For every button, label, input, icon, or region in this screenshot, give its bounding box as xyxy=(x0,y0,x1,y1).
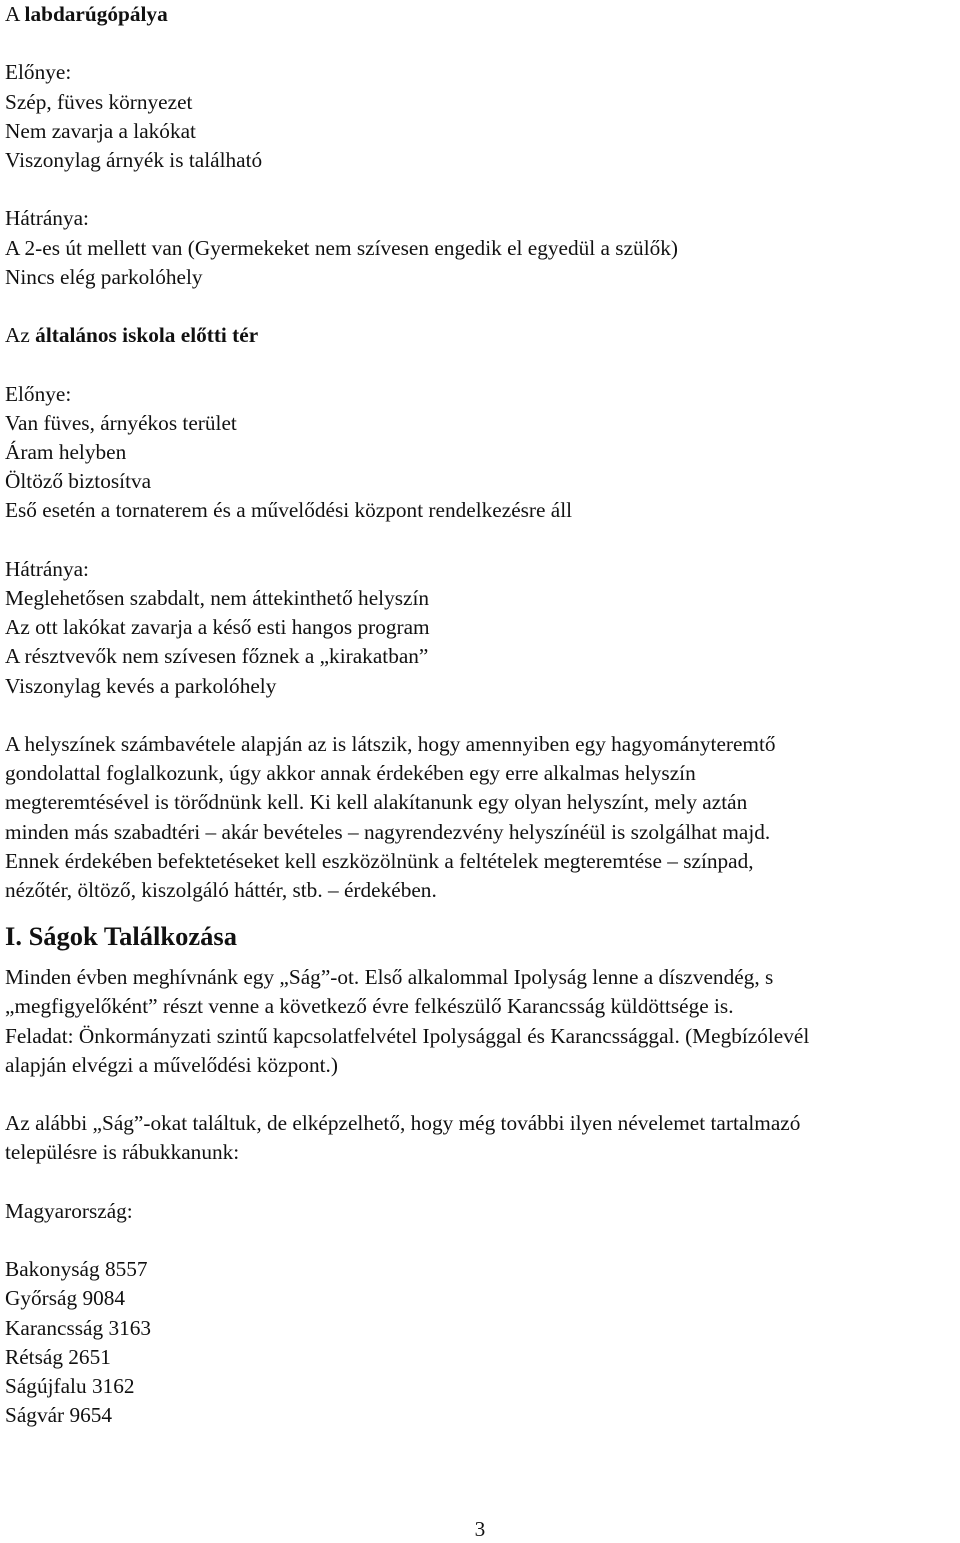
spacer xyxy=(5,175,955,204)
cons-item: A 2-es út mellett van (Gyermekeket nem szívesen engedik el egyedül a szülők) xyxy=(5,235,678,260)
cons-label: Hátránya: xyxy=(5,206,89,231)
pros-label: Előnye: xyxy=(5,60,72,85)
pros-label: Előnye: xyxy=(5,381,72,406)
section-title-prefix: A xyxy=(5,2,25,26)
sagok-paragraph-line: Minden évben meghívnánk egy „Ság”-ot. Első alkalommal Ipolyság lenne a díszvendég, s xyxy=(5,965,774,990)
cons-item: Az ott lakókat zavarja a késő esti hangos program xyxy=(5,615,430,640)
cons-item: A résztvevők nem szívesen főznek a „kirakatban” xyxy=(5,644,429,669)
spacer xyxy=(5,526,955,555)
summary-line: megteremtésével is törődnünk kell. Ki kell alakítanunk egy olyan helyszínt, mely aztán xyxy=(5,790,748,815)
summary-line: Ennek érdekében befektetéseket kell eszközölnünk a feltételek megteremtése – színpad, xyxy=(5,848,754,873)
section-title-football-field xyxy=(5,0,955,29)
section-title-school-square xyxy=(5,321,955,350)
cons-item: Nincs elég parkolóhely xyxy=(5,264,203,289)
pros-item: Áram helyben xyxy=(5,439,127,464)
pros-item: Szép, füves környezet xyxy=(5,89,193,114)
summary-line: A helyszínek számbavétele alapján az is látszik, hogy amennyiben egy hagyományteremtő xyxy=(5,731,776,756)
place-item: Karancsság 3163 xyxy=(5,1315,152,1340)
cons-label: Hátránya: xyxy=(5,556,89,581)
pros-item: Van füves, árnyékos terület xyxy=(5,410,237,435)
spacer xyxy=(5,29,955,58)
cons-item: Meglehetősen szabdalt, nem áttekinthető helyszín xyxy=(5,585,430,610)
summary-line: gondolattal foglalkozunk, úgy akkor annak érdekében egy erre alkalmas helyszín xyxy=(5,761,696,786)
place-item: Bakonyság 8557 xyxy=(5,1257,148,1282)
sagok-paragraph-line: alapján elvégzi a művelődési központ.) xyxy=(5,1052,338,1077)
sagok-paragraph-line: Feladat: Önkormányzati szintű kapcsolatfelvétel Ipolysággal és Karancssággal. (Megbízólevél xyxy=(5,1023,810,1048)
page-number: 3 xyxy=(474,1517,486,1541)
place-item: Győrság 9084 xyxy=(5,1286,126,1311)
country-label: Magyarország: xyxy=(5,1198,133,1223)
pros-item: Nem zavarja a lakókat xyxy=(5,118,196,143)
summary-line: minden más szabadtéri – akár bevételes – nagyrendezvény helyszínéül is szolgálhat majd. xyxy=(5,819,771,844)
section-title-bold: általános iskola előtti tér xyxy=(35,323,259,348)
spacer xyxy=(5,1226,955,1255)
place-item: Ságújfalu 3162 xyxy=(5,1374,135,1398)
place-item: Rétság 2651 xyxy=(5,1344,111,1369)
pros-item: Viszonylag árnyék is található xyxy=(5,148,263,172)
sagok-paragraph-line: településre is rábukkanunk: xyxy=(5,1140,240,1165)
section-title-prefix: Az xyxy=(5,323,36,348)
place-item: Ságvár 9654 xyxy=(5,1403,113,1428)
summary-line: nézőtér, öltöző, kiszolgáló háttér, stb. – érdekében. xyxy=(5,878,437,902)
sagok-paragraph-line: Az alábbi „Ság”-okat találtuk, de elképzelhető, hogy még további ilyen névelemet tartalmazó xyxy=(5,1111,801,1136)
cons-item: Viszonylag kevés a parkolóhely xyxy=(5,673,277,698)
spacer xyxy=(5,350,955,379)
heading-sagok-talalkozasa: I. Ságok Találkozása xyxy=(5,921,237,952)
pros-item: Eső esetén a tornaterem és a művelődési központ rendelkezésre áll xyxy=(5,498,573,523)
document-page xyxy=(5,0,955,1430)
pros-item: Öltöző biztosítva xyxy=(5,469,152,494)
sagok-paragraph-line: „megfigyelőként” részt venne a következő évre felkészülő Karancsság küldöttsége is. xyxy=(5,994,734,1019)
spacer xyxy=(5,1168,955,1197)
spacer xyxy=(5,292,955,321)
section-title-bold: labdarúgópálya xyxy=(24,2,168,26)
spacer xyxy=(5,1080,955,1109)
spacer xyxy=(5,701,955,730)
